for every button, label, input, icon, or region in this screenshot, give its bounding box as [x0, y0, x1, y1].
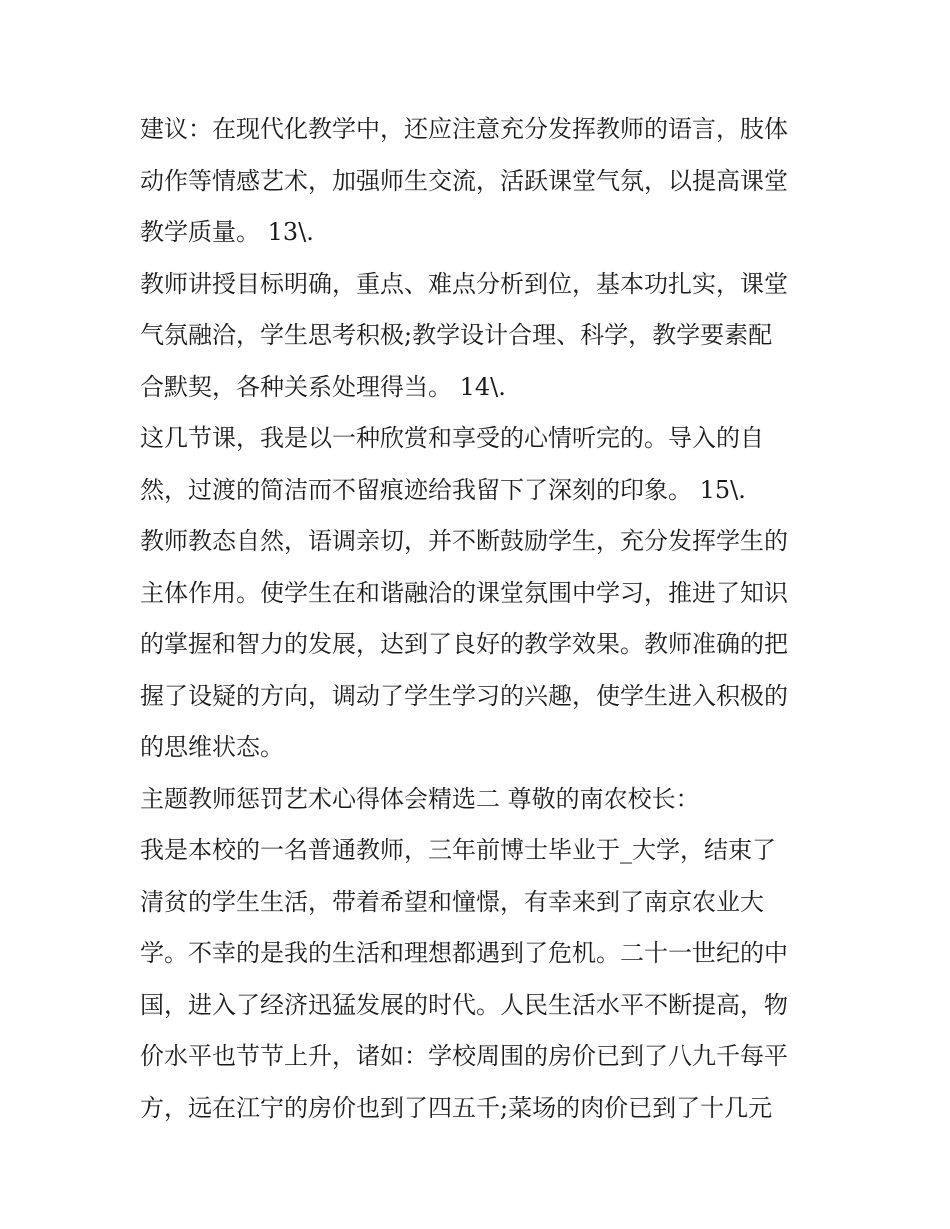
text-line: 然，过渡的简洁而不留痕迹给我留下了深刻的印象。 15\.: [140, 475, 746, 504]
text-line: 方，远在江宁的房价也到了四五千;菜场的肉价已到了十几元: [140, 1093, 773, 1122]
text-line: 建议：在现代化教学中，还应注意充分发挥教师的语言，肢体: [140, 115, 788, 143]
text-line: 教师讲授目标明确，重点、难点分析到位，基本功扎实，课堂: [140, 269, 788, 298]
text-line: 的思维状态。: [140, 733, 284, 761]
text-line: 主题教师惩罚艺术心得体会精选二 尊敬的南农校长：: [140, 784, 700, 813]
text-line: 主体作用。使学生在和谐融洽的课堂氛围中学习，推进了知识: [140, 578, 788, 607]
text-line: 学。不幸的是我的生活和理想都遇到了危机。二十一世纪的中: [140, 939, 788, 967]
text-line: 握了设疑的方向，调动了学生学习的兴趣，使学生进入积极的: [140, 681, 788, 710]
text-line: 教师教态自然，语调亲切，并不断鼓励学生，充分发挥学生的: [140, 527, 788, 555]
text-line: 国，进入了经济迅猛发展的时代。人民生活水平不断提高，物: [140, 990, 788, 1019]
text-line: 的掌握和智力的发展，达到了良好的教学效果。教师准确的把: [140, 630, 788, 658]
text-line: 动作等情感艺术，加强师生交流，活跃课堂气氛，以提高课堂: [140, 166, 788, 195]
text-line: 气氛融洽，学生思考积极;教学设计合理、科学，教学要素配: [140, 321, 773, 349]
text-line: 这几节课，我是以一种欣赏和享受的心情听完的。导入的自: [140, 424, 764, 452]
text-line: 教学质量。 13\.: [140, 218, 314, 246]
text-line: 我是本校的一名普通教师，三年前博士毕业于_大学，结束了: [140, 836, 776, 864]
text-line: 价水平也节节上升，诸如：学校周围的房价已到了八九千每平: [140, 1042, 788, 1070]
body-text: [140, 104, 820, 1134]
text-line: 清贫的学生生活，带着希望和憧憬，有幸来到了南京农业大: [140, 887, 764, 916]
text-line: 合默契，各种关系处理得当。 14\.: [140, 372, 506, 401]
